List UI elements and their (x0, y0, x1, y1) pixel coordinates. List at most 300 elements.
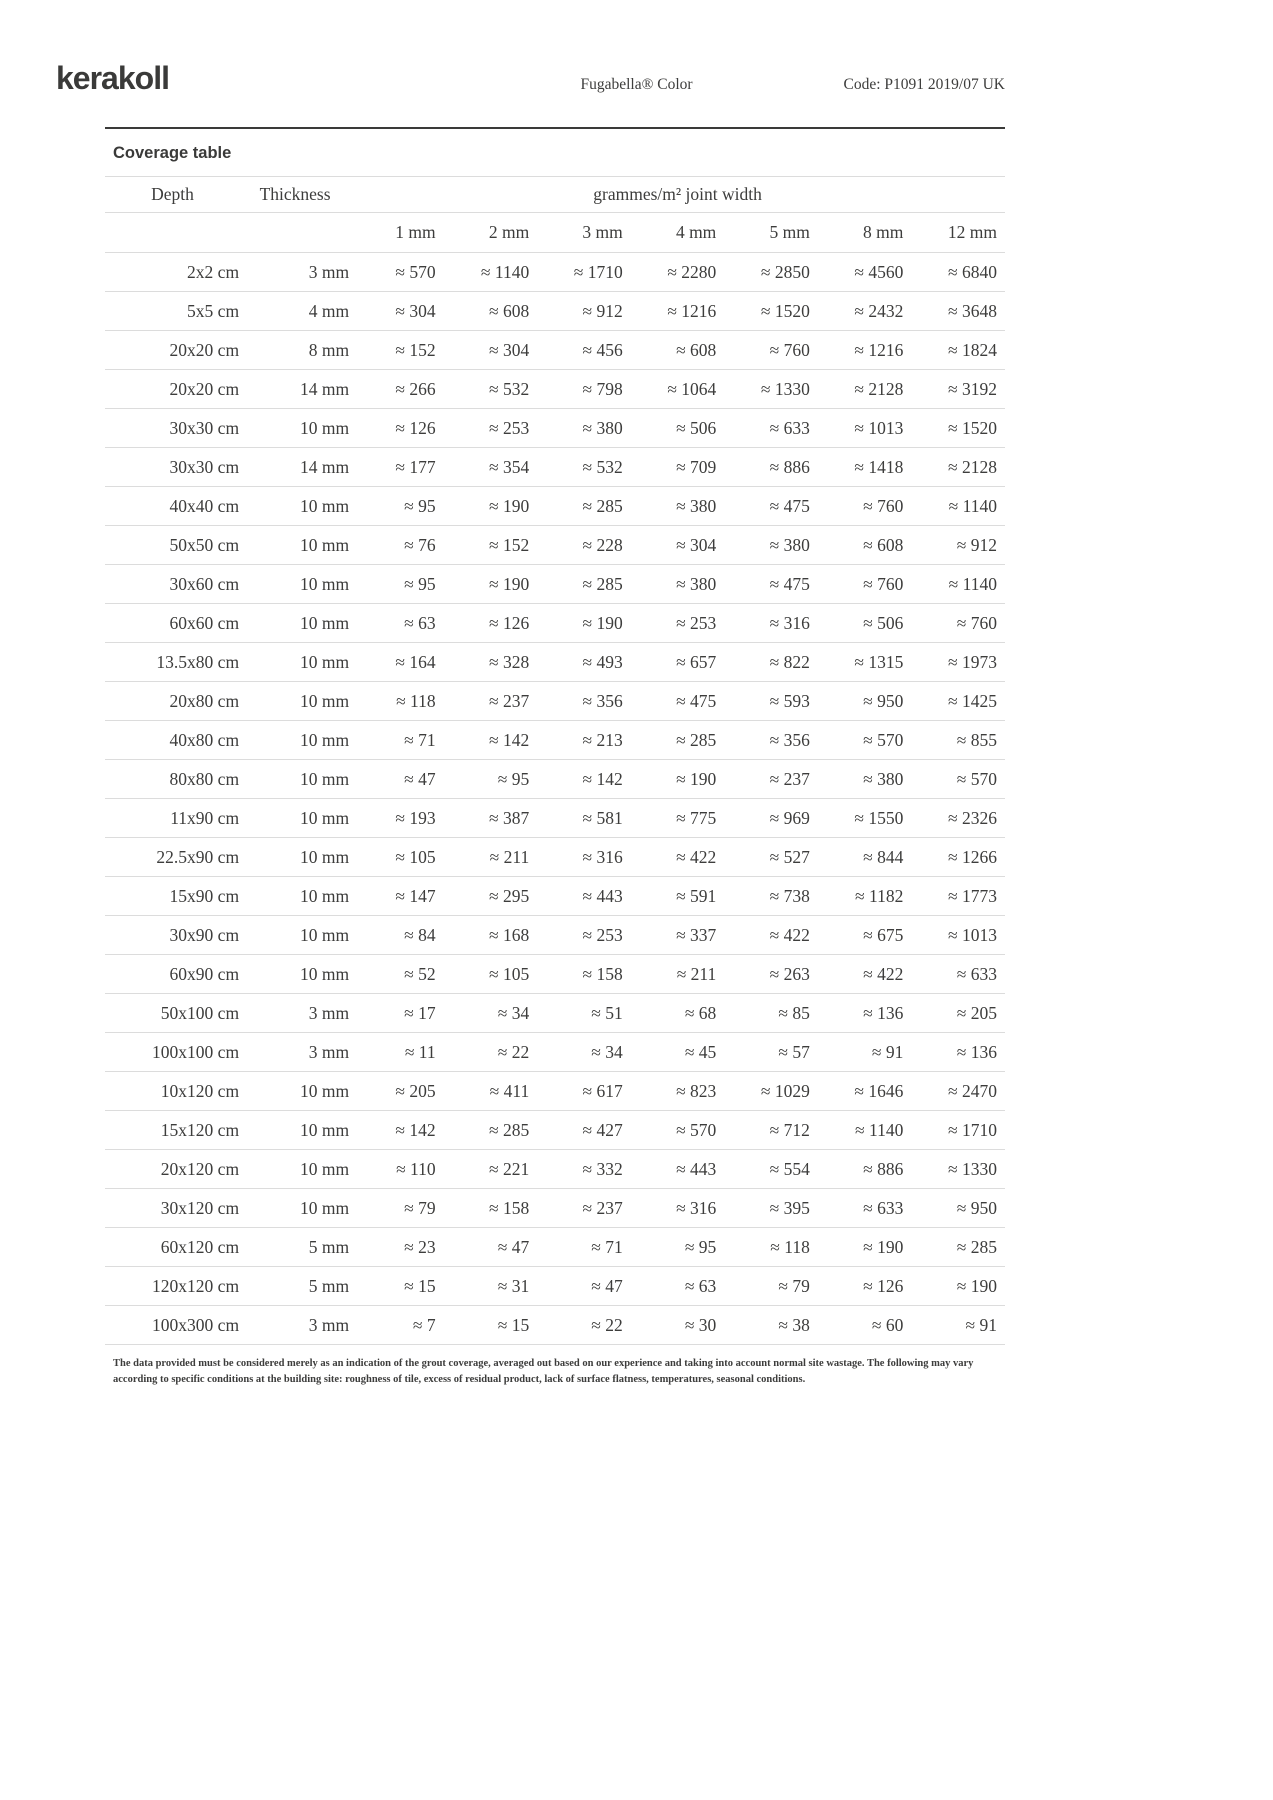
table-row (105, 1267, 1005, 1306)
coverage-value-cell: ≈ 164 (395, 651, 436, 672)
coverage-value-cell: ≈ 45 (684, 1041, 717, 1062)
coverage-value-cell: ≈ 2280 (667, 261, 717, 282)
thickness-cell: 10 mm (300, 690, 350, 711)
coverage-value-cell: ≈ 354 (488, 456, 530, 477)
coverage-value-cell: ≈ 2432 (854, 300, 904, 321)
table-row (105, 877, 1005, 916)
thickness-cell: 10 mm (300, 768, 350, 789)
depth-cell: 60x120 cm (160, 1236, 240, 1257)
table-row (105, 721, 1005, 760)
table-row (105, 1033, 1005, 1072)
thickness-cell: 10 mm (300, 534, 350, 555)
coverage-value-cell: ≈ 126 (488, 612, 530, 633)
depth-cell: 13.5x80 cm (156, 651, 240, 672)
table-row (105, 994, 1005, 1033)
coverage-value-cell: ≈ 475 (676, 690, 717, 711)
depth-cell: 11x90 cm (170, 807, 240, 828)
coverage-value-cell: ≈ 356 (582, 690, 623, 711)
coverage-value-cell: ≈ 47 (404, 768, 436, 789)
coverage-value-cell: ≈ 337 (676, 924, 717, 945)
coverage-value-cell: ≈ 285 (582, 573, 623, 594)
product-name: Fugabella® Color (580, 76, 693, 93)
coverage-value-cell: ≈ 1330 (760, 378, 810, 399)
coverage-value-cell: ≈ 285 (676, 729, 717, 750)
table-row (105, 487, 1005, 526)
coverage-value-cell: ≈ 22 (591, 1314, 623, 1335)
coverage-table-body (105, 253, 1005, 1345)
coverage-value-cell: ≈ 34 (591, 1041, 623, 1062)
table-row (105, 760, 1005, 799)
coverage-value-cell: ≈ 912 (956, 534, 997, 555)
coverage-value-cell: ≈ 798 (582, 378, 623, 399)
coverage-value-cell: ≈ 3648 (948, 300, 997, 321)
coverage-value-cell: ≈ 633 (863, 1197, 904, 1218)
coverage-value-cell: ≈ 177 (395, 456, 436, 477)
coverage-value-cell: ≈ 91 (871, 1041, 904, 1062)
table-row (105, 604, 1005, 643)
coverage-value-cell: ≈ 855 (956, 729, 997, 750)
joint-width-header: 3 mm (582, 222, 623, 242)
coverage-value-cell: ≈ 608 (863, 534, 904, 555)
coverage-value-cell: ≈ 136 (956, 1041, 997, 1062)
coverage-value-cell: ≈ 760 (863, 495, 904, 516)
coverage-value-cell: ≈ 380 (769, 534, 810, 555)
thickness-cell: 14 mm (300, 456, 350, 477)
coverage-value-cell: ≈ 91 (965, 1314, 997, 1335)
coverage-value-cell: ≈ 152 (488, 534, 530, 555)
coverage-value-cell: ≈ 71 (404, 729, 436, 750)
coverage-value-cell: ≈ 15 (497, 1314, 530, 1335)
coverage-value-cell: ≈ 237 (488, 690, 530, 711)
joint-width-header-row (105, 213, 1005, 253)
coverage-value-cell: ≈ 7 (412, 1314, 436, 1335)
coverage-value-cell: ≈ 1710 (948, 1119, 997, 1140)
coverage-value-cell: ≈ 823 (676, 1080, 717, 1101)
coverage-value-cell: ≈ 356 (769, 729, 810, 750)
coverage-value-cell: ≈ 253 (676, 612, 717, 633)
thickness-cell: 10 mm (300, 885, 350, 906)
coverage-value-cell: ≈ 95 (497, 768, 530, 789)
coverage-value-cell: ≈ 11 (404, 1041, 436, 1062)
thickness-cell: 3 mm (308, 1314, 350, 1335)
depth-cell: 2x2 cm (187, 261, 240, 282)
coverage-value-cell: ≈ 1140 (855, 1119, 904, 1140)
coverage-value-cell: ≈ 427 (582, 1119, 623, 1140)
joint-width-header: 12 mm (947, 222, 997, 242)
coverage-value-cell: ≈ 443 (676, 1158, 717, 1179)
coverage-value-cell: ≈ 532 (582, 456, 623, 477)
coverage-value-cell: ≈ 76 (404, 534, 436, 555)
coverage-value-cell: ≈ 205 (395, 1080, 436, 1101)
coverage-value-cell: ≈ 205 (956, 1002, 997, 1023)
coverage-value-cell: ≈ 147 (395, 885, 436, 906)
table-row (105, 292, 1005, 331)
coverage-value-cell: ≈ 1418 (854, 456, 904, 477)
coverage-value-cell: ≈ 190 (488, 495, 530, 516)
coverage-value-cell: ≈ 126 (395, 417, 436, 438)
coverage-value-cell: ≈ 1013 (948, 924, 997, 945)
coverage-value-cell: ≈ 760 (956, 612, 997, 633)
coverage-value-cell: ≈ 570 (395, 261, 436, 282)
coverage-value-cell: ≈ 126 (863, 1275, 904, 1296)
coverage-value-cell: ≈ 4560 (854, 261, 904, 282)
coverage-value-cell: ≈ 95 (404, 573, 436, 594)
table-row (105, 370, 1005, 409)
coverage-value-cell: ≈ 1216 (667, 300, 717, 321)
coverage-value-cell: ≈ 263 (769, 963, 810, 984)
coverage-value-cell: ≈ 47 (591, 1275, 623, 1296)
coverage-value-cell: ≈ 493 (582, 651, 623, 672)
table-row (105, 448, 1005, 487)
coverage-value-cell: ≈ 285 (582, 495, 623, 516)
coverage-value-cell: ≈ 95 (684, 1236, 717, 1257)
coverage-value-cell: ≈ 85 (778, 1002, 810, 1023)
coverage-value-cell: ≈ 675 (863, 924, 904, 945)
joint-width-header: 4 mm (675, 222, 717, 242)
depth-cell: 30x30 cm (169, 456, 240, 477)
coverage-value-cell: ≈ 190 (676, 768, 717, 789)
coverage-value-cell: ≈ 570 (863, 729, 904, 750)
depth-cell: 15x90 cm (169, 885, 240, 906)
coverage-value-cell: ≈ 591 (676, 885, 717, 906)
coverage-value-cell: ≈ 608 (676, 339, 717, 360)
coverage-value-cell: ≈ 168 (488, 924, 530, 945)
coverage-value-cell: ≈ 380 (863, 768, 904, 789)
coverage-value-cell: ≈ 380 (676, 495, 717, 516)
table-row (105, 1150, 1005, 1189)
thickness-cell: 10 mm (300, 417, 350, 438)
thickness-cell: 10 mm (300, 495, 350, 516)
table-row (105, 565, 1005, 604)
joint-width-header: 2 mm (488, 222, 530, 242)
table-row (105, 799, 1005, 838)
coverage-value-cell: ≈ 237 (769, 768, 810, 789)
coverage-value-cell: ≈ 190 (582, 612, 623, 633)
thickness-cell: 8 mm (308, 339, 350, 360)
coverage-value-cell: ≈ 304 (676, 534, 717, 555)
coverage-value-cell: ≈ 456 (582, 339, 623, 360)
kerakoll-logo: kerakoll (56, 60, 169, 96)
coverage-value-cell: ≈ 152 (395, 339, 436, 360)
table-row (105, 253, 1005, 292)
coverage-value-cell: ≈ 422 (863, 963, 904, 984)
coverage-value-cell: ≈ 63 (684, 1275, 717, 1296)
thickness-cell: 10 mm (300, 963, 350, 984)
thickness-cell: 14 mm (300, 378, 350, 399)
coverage-value-cell: ≈ 617 (582, 1080, 623, 1101)
coverage-value-cell: ≈ 316 (769, 612, 810, 633)
table-row (105, 1306, 1005, 1345)
coverage-value-cell: ≈ 1140 (948, 573, 997, 594)
depth-cell: 15x120 cm (160, 1119, 240, 1140)
depth-cell: 30x120 cm (160, 1197, 240, 1218)
thickness-cell: 10 mm (300, 1158, 350, 1179)
coverage-value-cell: ≈ 1140 (480, 261, 530, 282)
coverage-value-cell: ≈ 110 (396, 1158, 436, 1179)
coverage-value-cell: ≈ 190 (956, 1275, 997, 1296)
thickness-cell: 5 mm (308, 1236, 350, 1257)
coverage-value-cell: ≈ 1824 (948, 339, 997, 360)
coverage-value-cell: ≈ 1520 (760, 300, 810, 321)
thickness-cell: 3 mm (308, 1002, 350, 1023)
coverage-value-cell: ≈ 193 (395, 807, 436, 828)
coverage-value-cell: ≈ 158 (488, 1197, 530, 1218)
coverage-value-cell: ≈ 395 (769, 1197, 810, 1218)
coverage-value-cell: ≈ 506 (676, 417, 717, 438)
coverage-value-cell: ≈ 2850 (760, 261, 810, 282)
coverage-value-cell: ≈ 554 (769, 1158, 810, 1179)
document-code: Code: P1091 2019/07 UK (843, 76, 1005, 93)
coverage-value-cell: ≈ 253 (488, 417, 530, 438)
joint-width-header: 1 mm (395, 222, 436, 242)
coverage-value-cell: ≈ 142 (582, 768, 623, 789)
coverage-value-cell: ≈ 844 (863, 846, 904, 867)
thickness-cell: 5 mm (308, 1275, 350, 1296)
coverage-value-cell: ≈ 1140 (948, 495, 997, 516)
footnote-text: The data provided must be considered merely as an indication of the grout coverage, averaged out based on our experience and taking into account normal site wastage. The following may vary according to specific conditions at the building site: roughness of tile, excess of residual product, lack of surface flatness, temperatures, seasonal conditions. (113, 1358, 974, 1385)
coverage-value-cell: ≈ 1216 (854, 339, 904, 360)
coverage-value-cell: ≈ 213 (582, 729, 623, 750)
coverage-value-cell: ≈ 775 (676, 807, 717, 828)
coverage-value-cell: ≈ 1064 (667, 378, 717, 399)
coverage-value-cell: ≈ 443 (582, 885, 623, 906)
coverage-value-cell: ≈ 304 (488, 339, 530, 360)
coverage-value-cell: ≈ 1266 (948, 846, 997, 867)
coverage-value-cell: ≈ 105 (395, 846, 436, 867)
coverage-value-cell: ≈ 593 (769, 690, 810, 711)
coverage-value-cell: ≈ 79 (404, 1197, 436, 1218)
coverage-value-cell: ≈ 657 (676, 651, 717, 672)
coverage-value-cell: ≈ 532 (488, 378, 530, 399)
coverage-value-cell: ≈ 2128 (948, 456, 997, 477)
coverage-value-cell: ≈ 51 (591, 1002, 623, 1023)
table-row (105, 1111, 1005, 1150)
thickness-cell: 10 mm (300, 729, 350, 750)
coverage-value-cell: ≈ 475 (769, 573, 810, 594)
coverage-value-cell: ≈ 633 (769, 417, 810, 438)
depth-cell: 50x100 cm (160, 1002, 240, 1023)
depth-cell: 5x5 cm (187, 300, 240, 321)
depth-cell: 60x90 cm (169, 963, 240, 984)
coverage-value-cell: ≈ 738 (769, 885, 810, 906)
depth-cell: 50x50 cm (169, 534, 240, 555)
coverage-value-cell: ≈ 1550 (854, 807, 904, 828)
section-title: Coverage table (113, 144, 232, 162)
thickness-cell: 10 mm (300, 612, 350, 633)
coverage-value-cell: ≈ 1315 (854, 651, 904, 672)
coverage-value-cell: ≈ 527 (769, 846, 810, 867)
coverage-value-cell: ≈ 190 (488, 573, 530, 594)
coverage-value-cell: ≈ 2470 (948, 1080, 997, 1101)
coverage-value-cell: ≈ 1013 (854, 417, 904, 438)
coverage-value-cell: ≈ 608 (488, 300, 530, 321)
coverage-value-cell: ≈ 38 (778, 1314, 810, 1335)
coverage-value-cell: ≈ 1973 (948, 651, 997, 672)
coverage-value-cell: ≈ 47 (497, 1236, 530, 1257)
thickness-cell: 10 mm (300, 846, 350, 867)
coverage-value-cell: ≈ 142 (395, 1119, 436, 1140)
coverage-value-cell: ≈ 1646 (854, 1080, 904, 1101)
table-row (105, 1072, 1005, 1111)
coverage-value-cell: ≈ 79 (778, 1275, 810, 1296)
coverage-value-cell: ≈ 31 (497, 1275, 530, 1296)
thickness-cell: 10 mm (300, 1197, 350, 1218)
table-row (105, 1228, 1005, 1267)
coverage-value-cell: ≈ 570 (956, 768, 997, 789)
coverage-value-cell: ≈ 118 (770, 1236, 810, 1257)
coverage-value-cell: ≈ 1425 (948, 690, 997, 711)
coverage-value-cell: ≈ 63 (404, 612, 436, 633)
table-row (105, 331, 1005, 370)
coverage-value-cell: ≈ 1773 (948, 885, 997, 906)
depth-cell: 20x20 cm (169, 378, 240, 399)
coverage-value-cell: ≈ 387 (488, 807, 530, 828)
depth-cell: 30x60 cm (169, 573, 240, 594)
coverage-value-cell: ≈ 1710 (573, 261, 623, 282)
coverage-value-cell: ≈ 411 (489, 1080, 530, 1101)
thickness-cell: 10 mm (300, 651, 350, 672)
coverage-value-cell: ≈ 105 (488, 963, 530, 984)
coverage-value-cell: ≈ 253 (582, 924, 623, 945)
coverage-value-cell: ≈ 221 (488, 1158, 530, 1179)
coverage-value-cell: ≈ 1182 (855, 885, 904, 906)
coverage-value-cell: ≈ 17 (404, 1002, 436, 1023)
coverage-value-cell: ≈ 316 (582, 846, 623, 867)
empty-header-cell (240, 213, 350, 253)
depth-cell: 40x40 cm (169, 495, 240, 516)
coverage-value-cell: ≈ 380 (582, 417, 623, 438)
thickness-cell: 10 mm (300, 1080, 350, 1101)
coverage-value-cell: ≈ 380 (676, 573, 717, 594)
coverage-value-cell: ≈ 15 (404, 1275, 436, 1296)
coverage-value-cell: ≈ 581 (582, 807, 623, 828)
header-rule (105, 127, 1005, 129)
coverage-value-cell: ≈ 295 (488, 885, 530, 906)
coverage-value-cell: ≈ 285 (956, 1236, 997, 1257)
coverage-table (105, 176, 1005, 1345)
coverage-value-cell: ≈ 95 (404, 495, 436, 516)
coverage-value-cell: ≈ 633 (956, 963, 997, 984)
depth-cell: 30x90 cm (169, 924, 240, 945)
coverage-value-cell: ≈ 52 (404, 963, 436, 984)
table-header-row (105, 177, 1005, 213)
coverage-value-cell: ≈ 3192 (948, 378, 997, 399)
coverage-value-cell: ≈ 1330 (948, 1158, 997, 1179)
table-row (105, 838, 1005, 877)
coverage-value-cell: ≈ 822 (769, 651, 810, 672)
coverage-value-cell: ≈ 118 (396, 690, 436, 711)
coverage-value-cell: ≈ 760 (769, 339, 810, 360)
depth-cell: 20x80 cm (169, 690, 240, 711)
thickness-cell: 3 mm (308, 1041, 350, 1062)
coverage-value-cell: ≈ 1520 (948, 417, 997, 438)
coverage-value-cell: ≈ 886 (863, 1158, 904, 1179)
coverage-value-cell: ≈ 2326 (948, 807, 997, 828)
coverage-value-cell: ≈ 142 (488, 729, 530, 750)
coverage-value-cell: ≈ 709 (676, 456, 717, 477)
grammes-group-header: grammes/m² joint width (593, 184, 762, 204)
coverage-value-cell: ≈ 211 (489, 846, 530, 867)
coverage-value-cell: ≈ 475 (769, 495, 810, 516)
coverage-value-cell: ≈ 422 (676, 846, 717, 867)
coverage-value-cell: ≈ 760 (863, 573, 904, 594)
coverage-value-cell: ≈ 84 (404, 924, 436, 945)
coverage-value-cell: ≈ 712 (769, 1119, 810, 1140)
table-row (105, 955, 1005, 994)
coverage-value-cell: ≈ 304 (395, 300, 436, 321)
table-row (105, 916, 1005, 955)
depth-cell: 120x120 cm (152, 1275, 240, 1296)
table-row (105, 643, 1005, 682)
coverage-value-cell: ≈ 60 (871, 1314, 904, 1335)
coverage-value-cell: ≈ 158 (582, 963, 623, 984)
depth-cell: 20x120 cm (160, 1158, 240, 1179)
coverage-value-cell: ≈ 950 (863, 690, 904, 711)
coverage-value-cell: ≈ 1029 (760, 1080, 810, 1101)
thickness-cell: 4 mm (308, 300, 350, 321)
joint-width-header: 5 mm (769, 222, 810, 242)
coverage-value-cell: ≈ 950 (956, 1197, 997, 1218)
thickness-cell: 10 mm (300, 924, 350, 945)
coverage-value-cell: ≈ 328 (488, 651, 530, 672)
depth-cell: 80x80 cm (169, 768, 240, 789)
coverage-value-cell: ≈ 506 (863, 612, 904, 633)
coverage-value-cell: ≈ 886 (769, 456, 810, 477)
coverage-value-cell: ≈ 969 (769, 807, 810, 828)
thickness-cell: 10 mm (300, 807, 350, 828)
thickness-cell: 3 mm (308, 261, 350, 282)
table-row (105, 526, 1005, 565)
coverage-value-cell: ≈ 136 (863, 1002, 904, 1023)
coverage-value-cell: ≈ 332 (582, 1158, 623, 1179)
depth-cell: 22.5x90 cm (156, 846, 240, 867)
coverage-value-cell: ≈ 34 (497, 1002, 530, 1023)
coverage-value-cell: ≈ 23 (404, 1236, 436, 1257)
coverage-value-cell: ≈ 211 (676, 963, 717, 984)
coverage-value-cell: ≈ 316 (676, 1197, 717, 1218)
depth-cell: 20x20 cm (169, 339, 240, 360)
depth-cell: 100x300 cm (152, 1314, 240, 1335)
coverage-value-cell: ≈ 228 (582, 534, 623, 555)
coverage-value-cell: ≈ 190 (863, 1236, 904, 1257)
coverage-value-cell: ≈ 30 (684, 1314, 717, 1335)
empty-header-cell (105, 213, 240, 253)
coverage-value-cell: ≈ 266 (395, 378, 436, 399)
coverage-value-cell: ≈ 570 (676, 1119, 717, 1140)
table-row (105, 409, 1005, 448)
coverage-value-cell: ≈ 2128 (854, 378, 904, 399)
thickness-cell: 10 mm (300, 573, 350, 594)
coverage-value-cell: ≈ 68 (684, 1002, 717, 1023)
joint-width-header: 8 mm (863, 222, 904, 242)
depth-cell: 10x120 cm (160, 1080, 240, 1101)
coverage-value-cell: ≈ 912 (582, 300, 623, 321)
coverage-value-cell: ≈ 285 (488, 1119, 530, 1140)
coverage-table-container (105, 176, 1005, 1345)
thickness-cell: 10 mm (300, 1119, 350, 1140)
thickness-column-header: Thickness (259, 184, 331, 204)
coverage-value-cell: ≈ 71 (591, 1236, 623, 1257)
coverage-value-cell: ≈ 57 (778, 1041, 810, 1062)
depth-cell: 60x60 cm (169, 612, 240, 633)
depth-cell: 100x100 cm (152, 1041, 240, 1062)
coverage-value-cell: ≈ 422 (769, 924, 810, 945)
depth-cell: 40x80 cm (169, 729, 240, 750)
coverage-value-cell: ≈ 6840 (948, 261, 997, 282)
depth-cell: 30x30 cm (169, 417, 240, 438)
coverage-value-cell: ≈ 22 (497, 1041, 530, 1062)
table-row (105, 682, 1005, 721)
